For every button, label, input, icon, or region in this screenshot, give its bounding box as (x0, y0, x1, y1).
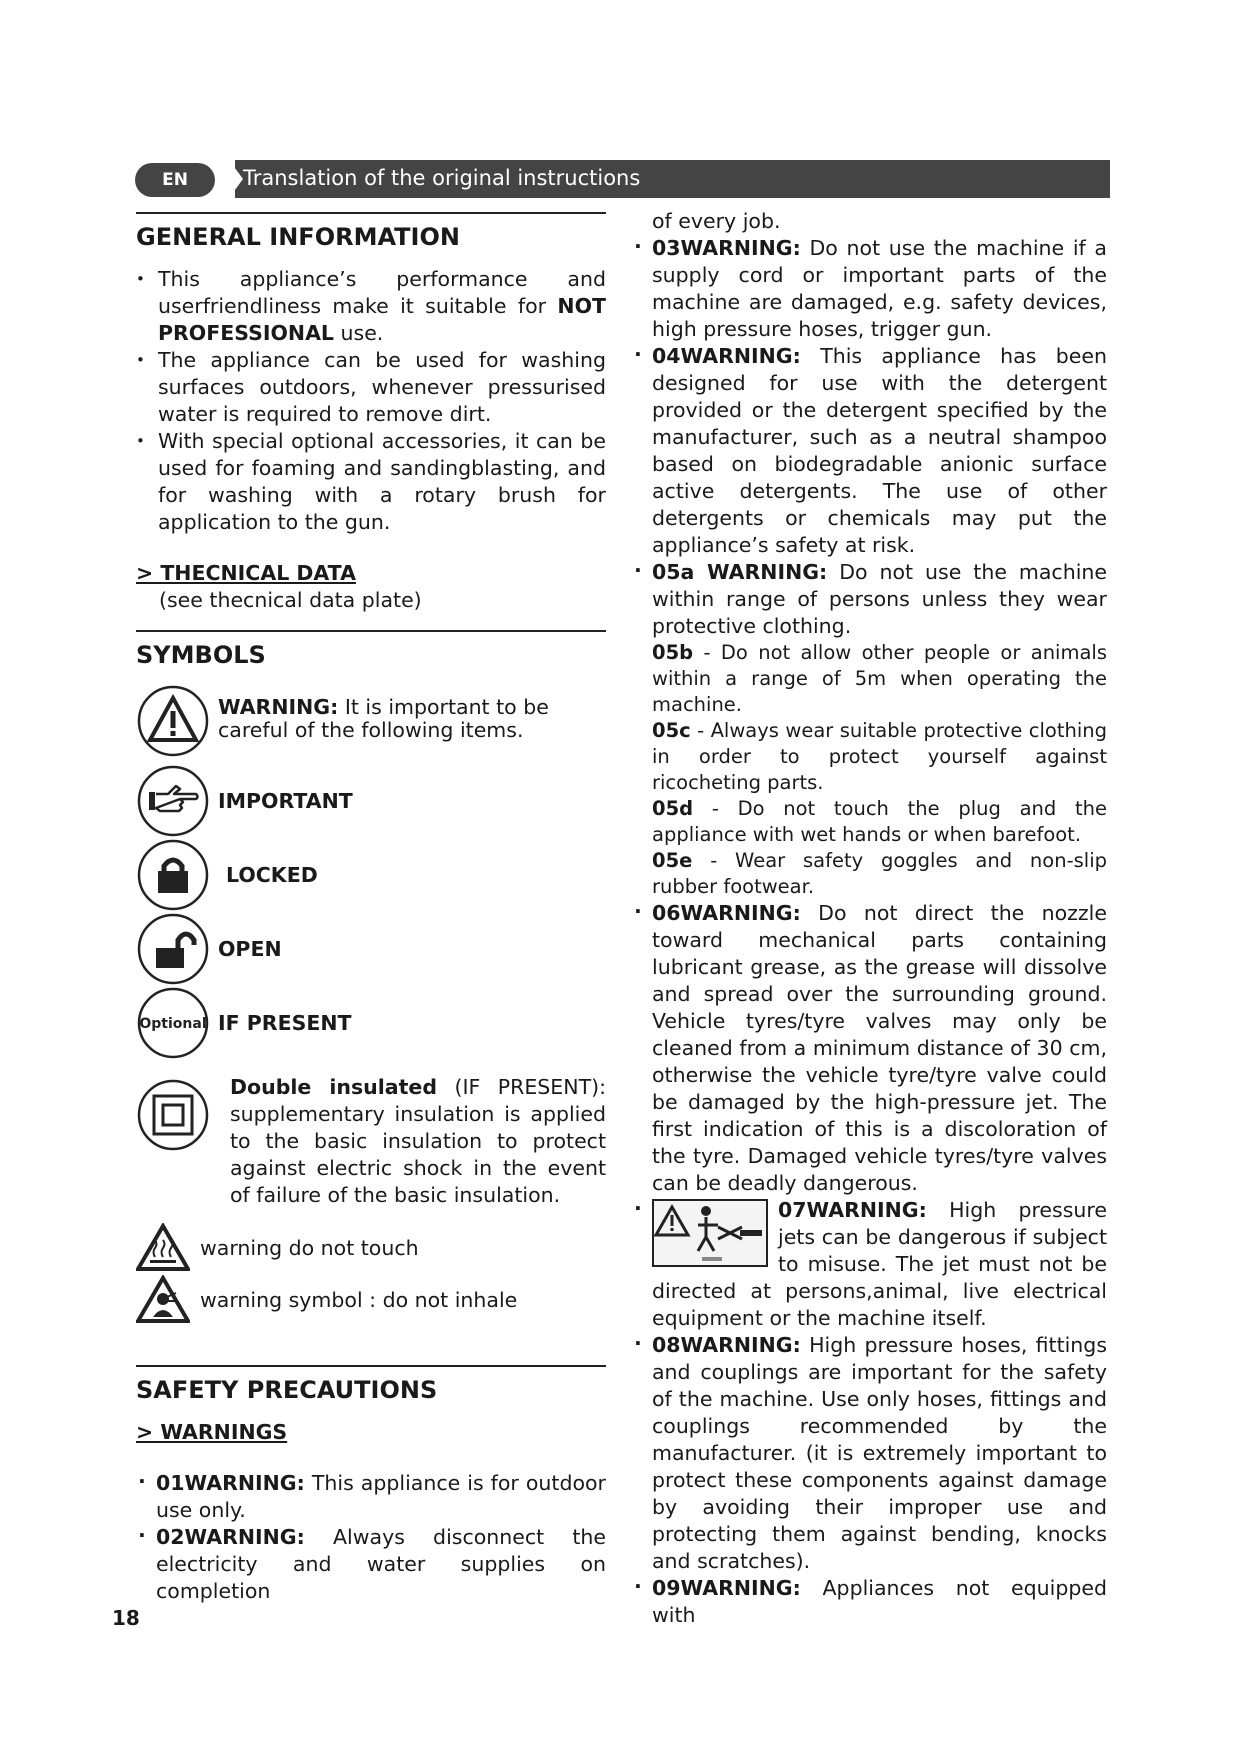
section-rule (136, 212, 606, 214)
general-bullet-3: • With special optional accessories, it can be used for foaming and sandingblasting, and for washing with a rotary brush for application to the gun. (136, 428, 606, 536)
warning-05c: 05c - Always wear suitable protective clothing in order to protect yourself against ricocheting parts. (652, 719, 1107, 794)
symbol-open (136, 912, 606, 986)
symbol-warning-text: WARNING: It is important to be careful of the following items. (218, 695, 549, 742)
symbols-title: SYMBOLS (136, 641, 266, 669)
symbol-hot-surface (136, 1223, 606, 1273)
symbol-important (136, 764, 606, 838)
warning-08: · 08WARNING: High pressure hoses, fittings and couplings are important for the safety of the machine. Use only hoses, fittings and couplings recommended by the manufacturer. (it is extremely important to protect these components against damage by avoiding their improper use and protecting them against bending, knocks and scratches). (632, 1332, 1107, 1575)
optional-icon (136, 986, 210, 1060)
hot-surface-icon (136, 1223, 190, 1273)
warning-09: · 09WARNING: Appliances not equipped with (632, 1575, 1107, 1629)
warning-05d: 05d - Do not touch the plug and the appliance with wet hands or when barefoot. (652, 797, 1107, 846)
unlock-icon (136, 912, 210, 986)
warning-05a: · 05a WARNING: Do not use the machine within range of persons unless they wear protective clothing. (632, 559, 1107, 640)
double-insulated-icon (136, 1078, 210, 1152)
section-rule (136, 630, 606, 632)
symbol-important-label: IMPORTANT (218, 788, 353, 813)
symbol-double-insulated-text: Double insulated (IF PRESENT): supplementary insulation is applied to the basic insulation to protect against electric shock in the event of failure of the basic insulation. (230, 1075, 607, 1207)
warning-04: · 04WARNING: This appliance has been designed for use with the detergent provided or the detergent specified by the manufacturer, such as a neutral shampoo based on biodegradable anionic surface active detergents. The use of other detergents or chemicals may put the appliance’s safety at risk. (632, 343, 1107, 559)
symbol-warning (136, 684, 606, 758)
left-column (136, 212, 606, 1605)
do-not-inhale-icon (136, 1275, 190, 1325)
hot-surface-label: warning do not touch (200, 1235, 419, 1260)
right-column (632, 209, 1107, 1629)
page-number: 18 (112, 1606, 140, 1630)
warning-05b: 05b - Do not allow other people or animals within a range of 5m when operating the machine. (652, 641, 1107, 716)
warning-01: · 01WARNING: This appliance is for outdoor use only. (136, 1470, 606, 1524)
warning-03: · 03WARNING: Do not use the machine if a supply cord or important parts of the machine are damaged, e.g. safety devices, high pressure hoses, trigger gun. (632, 235, 1107, 343)
symbol-double-insulated (136, 1074, 606, 1209)
general-bullet-1: • This appliance’s performance and userfriendliness make it suitable for NOT PROFESSIONAL use. (136, 266, 606, 347)
page-header (135, 160, 1110, 198)
do-not-inhale-label: warning symbol : do not inhale (200, 1287, 518, 1312)
tech-data-heading: > THECNICAL DATA (136, 561, 356, 585)
warning-triangle-icon (136, 684, 210, 758)
warning-02: · 02WARNING: Always disconnect the electricity and water supplies on completion (136, 1524, 606, 1605)
warning-07: · 07WARNING: High pressure jets can be dangerous if subject to misuse. The jet must not be directed at persons,animal, live electrical equipment or the machine itself. (632, 1197, 1107, 1332)
pressure-jet-warning-icon (652, 1199, 768, 1267)
tech-data-note: (see thecnical data plate) (159, 588, 422, 612)
lock-icon (136, 838, 210, 912)
header-title: Translation of the original instructions (243, 166, 641, 190)
warning-05e: 05e - Wear safety goggles and non-slip rubber footwear. (652, 849, 1107, 898)
safety-precautions-title: SAFETY PRECAUTIONS (136, 1376, 438, 1404)
header-chevron (229, 160, 243, 198)
warnings-subheading: > WARNINGS (136, 1420, 288, 1444)
symbol-optional (136, 986, 606, 1060)
warning-02-continuation: of every job. (652, 209, 781, 233)
symbol-open-label: OPEN (218, 936, 282, 961)
section-rule (136, 1365, 606, 1367)
symbol-if-present-label: IF PRESENT (218, 1010, 352, 1035)
general-info-title: GENERAL INFORMATION (136, 223, 460, 251)
language-badge: EN (135, 163, 215, 197)
symbol-do-not-inhale (136, 1275, 606, 1325)
warning-06: · 06WARNING: Do not direct the nozzle toward mechanical parts containing lubricant grease, as the grease will dissolve and spread over the surrounding ground. Vehicle tyres/tyre valves may only be cleaned from a minimum distance of 30 cm, otherwise the vehicle tyre/tyre valve could be damaged by the high-pressure jet. The first indication of this is a discoloration of the tyre. Damaged vehicle tyres/tyre valves can be deadly dangerous. (632, 900, 1107, 1197)
svg-text:Optional: Optional (139, 1016, 207, 1032)
symbol-locked-label: LOCKED (226, 862, 318, 887)
symbol-locked (136, 838, 606, 912)
general-bullet-2: • The appliance can be used for washing surfaces outdoors, whenever pressurised water is required to remove dirt. (136, 347, 606, 428)
pointing-hand-icon (136, 764, 210, 838)
